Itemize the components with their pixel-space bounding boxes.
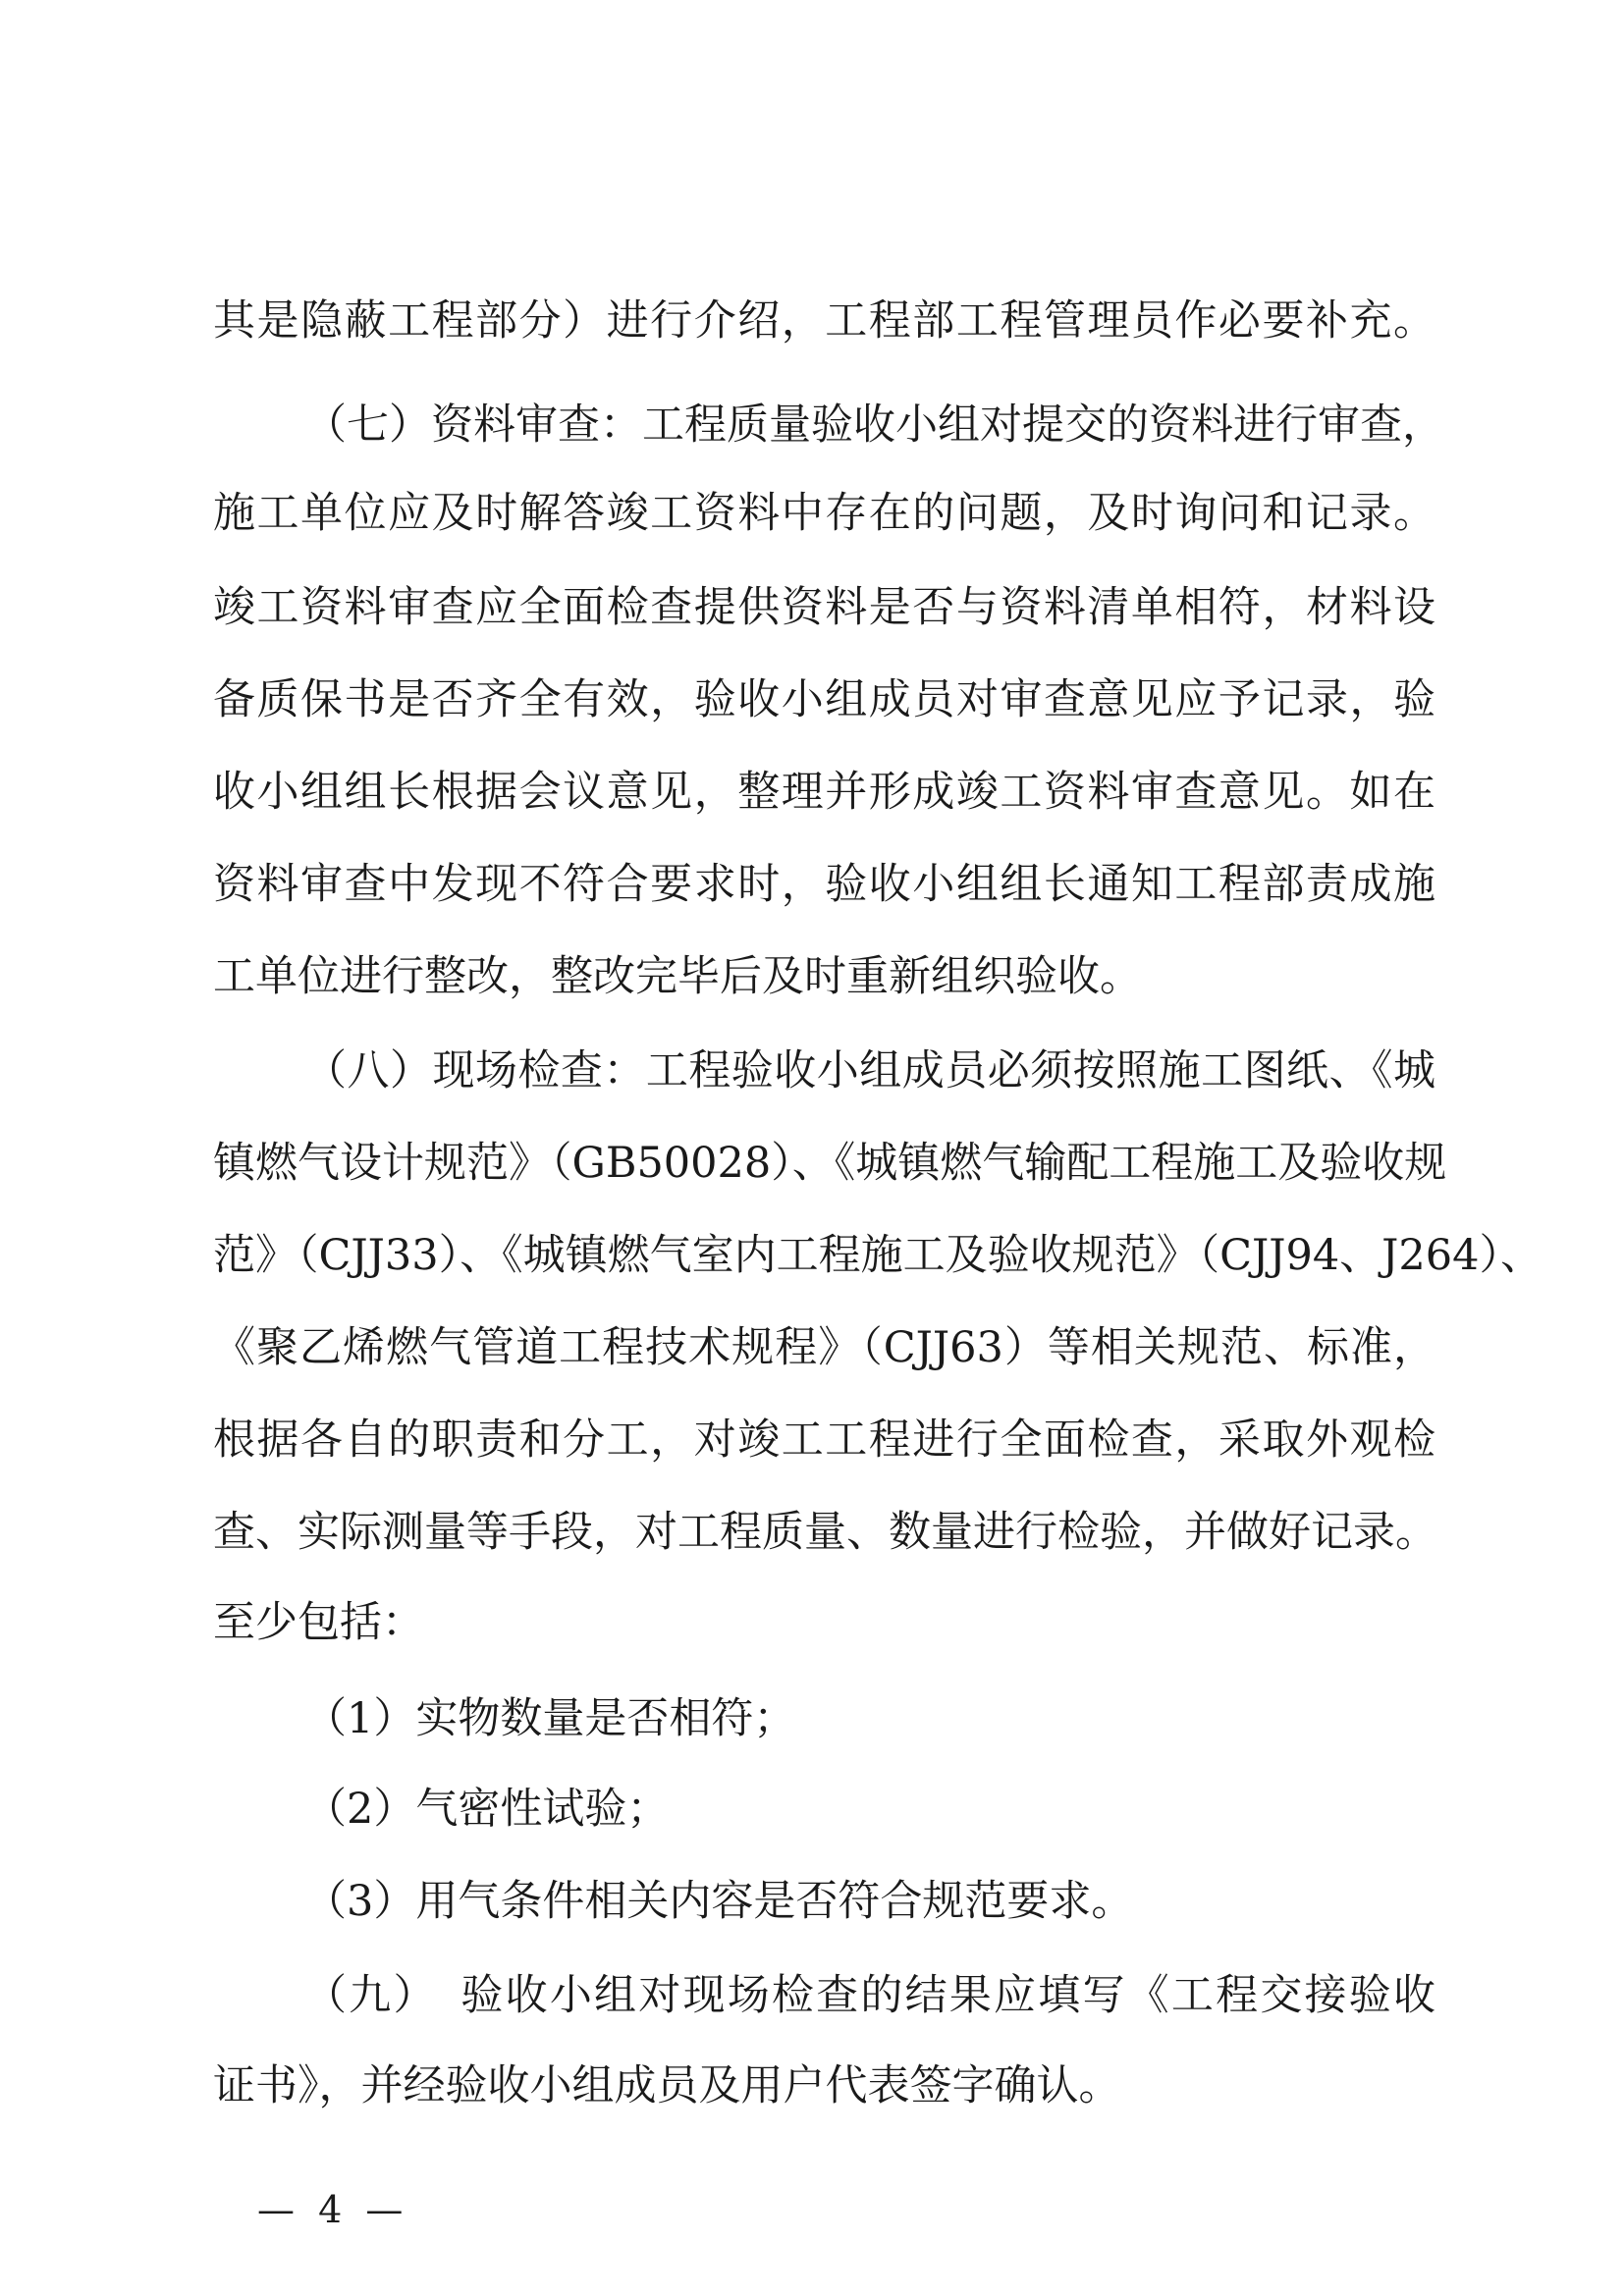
list-item: （3）用气条件相关内容是否符合规范要求。 (304, 1877, 1134, 1926)
body-text-line: 至少包括： (213, 1598, 424, 1647)
list-item: （2）气密性试验； (304, 1785, 670, 1834)
body-text-line: 根据各自的职责和分工，对竣工工程进行全面检查，采取外观检 (213, 1415, 1435, 1465)
body-text-line: 查、实际测量等手段，对工程质量、数量进行检验，并做好记录。 (213, 1508, 1437, 1557)
section-7-heading-line: （七）资料审查：工程质量验收小组对提交的资料进行审查， (304, 400, 1444, 450)
body-text-line: 范》（CJJ33）、《城镇燃气室内工程施工及验收规范》（CJJ94、J264）、 (213, 1231, 1543, 1280)
body-text-line: 竣工资料审查应全面检查提供资料是否与资料清单相符，材料设 (213, 583, 1435, 632)
body-text-line: 资料审查中发现不符合要求时，验收小组组长通知工程部责成施 (213, 860, 1435, 909)
section-9-heading-line: （九） 验收小组对现场检查的结果应填写《工程交接验收 (304, 1971, 1435, 2020)
body-text-line: 收小组组长根据会议意见，整理并形成竣工资料审查意见。如在 (213, 768, 1435, 817)
list-item: （1）实物数量是否相符； (304, 1694, 796, 1743)
body-text-line: 证书》，并经验收小组成员及用户代表签字确认。 (213, 2061, 1121, 2110)
section-8-heading-line: （八）现场检查：工程验收小组成员必须按照施工图纸、《城 (304, 1046, 1435, 1095)
page-number: — 4 — (257, 2188, 409, 2231)
body-text-line: 镇燃气设计规范》（GB50028）、《城镇燃气输配工程施工及验收规 (213, 1139, 1447, 1188)
body-text-line: 施工单位应及时解答竣工资料中存在的问题，及时询问和记录。 (213, 489, 1435, 538)
body-text-line: 备质保书是否齐全有效，验收小组成员对审查意见应予记录，验 (213, 675, 1435, 724)
body-text-line: 其是隐蔽工程部分）进行介绍，工程部工程管理员作必要补充。 (213, 296, 1435, 346)
body-text-line: 《聚乙烯燃气管道工程技术规程》（CJJ63）等相关规范、标准， (213, 1323, 1435, 1372)
body-text-line: 工单位进行整改，整改完毕后及时重新组织验收。 (213, 952, 1142, 1001)
